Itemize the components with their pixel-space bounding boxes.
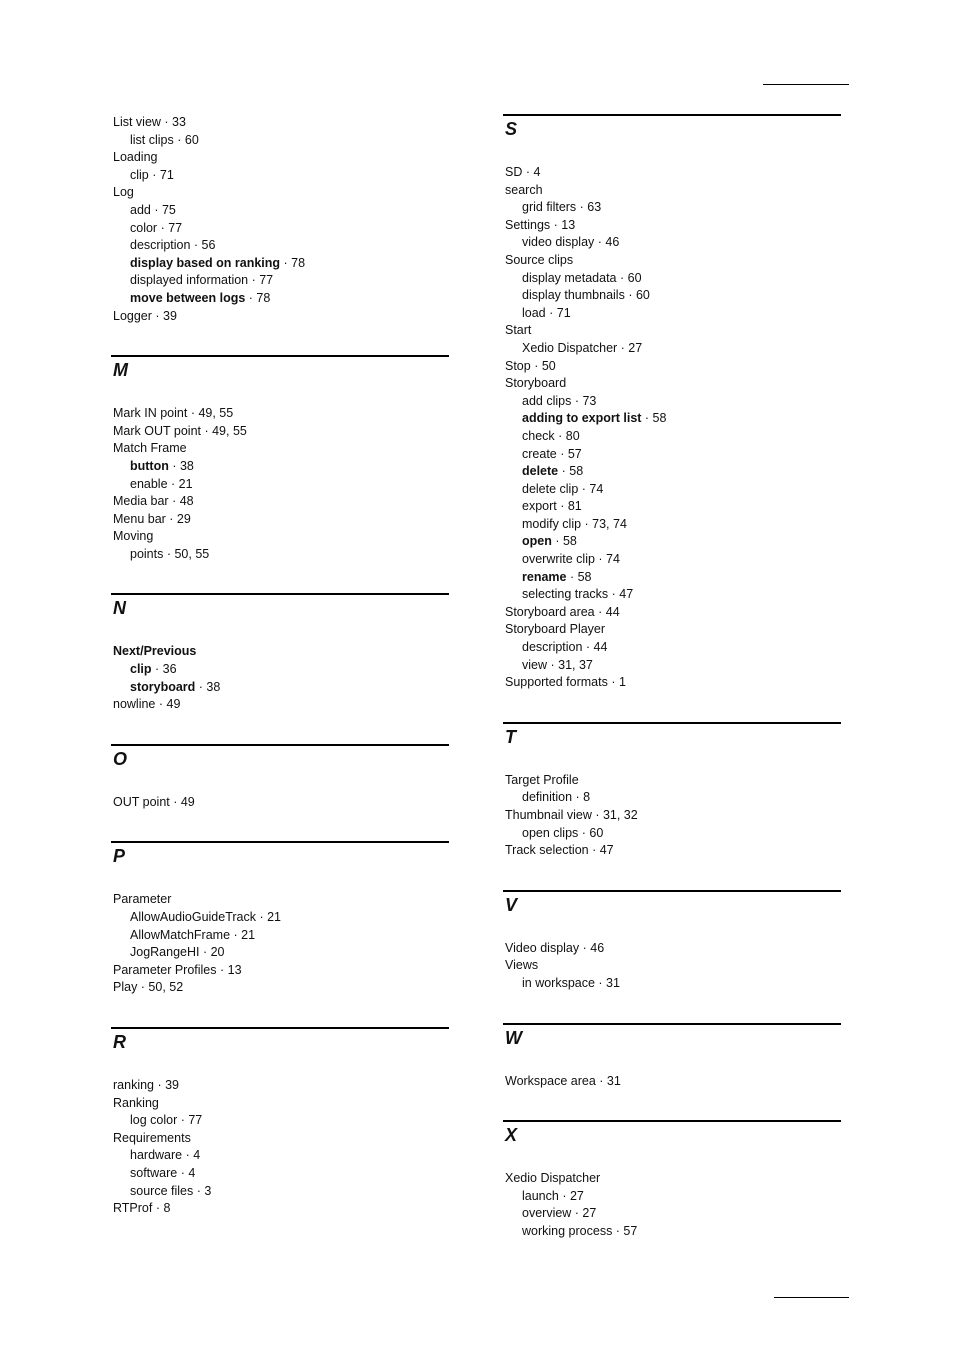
entry-term: points	[130, 546, 164, 561]
entry-term: add	[130, 202, 151, 217]
section-heading	[503, 114, 841, 156]
index-entry	[503, 322, 841, 340]
entry-pages: · 46	[594, 235, 620, 250]
entry-term: Thumbnail view	[505, 808, 592, 822]
entry-pages: · 49, 55	[201, 423, 247, 438]
section-letter: R	[113, 1032, 126, 1052]
index-entry	[111, 696, 449, 714]
index-subentry	[111, 167, 449, 185]
index-subentry	[503, 789, 841, 807]
entry-term: Mark OUT point	[113, 423, 201, 438]
index-entry	[503, 842, 841, 860]
entry-pages: · 31	[595, 1073, 621, 1088]
entry-term: Next/Previous	[113, 644, 197, 659]
entry-term: Mark IN point	[113, 406, 188, 421]
index-section-continued	[111, 114, 449, 325]
index-subentry	[111, 272, 449, 290]
section-letter: W	[505, 1027, 522, 1048]
entry-pages: · 81	[556, 499, 582, 514]
index-subentry	[503, 446, 841, 464]
index-subentry	[503, 498, 841, 516]
entry-term: storyboard	[130, 679, 196, 694]
entry-term: launch	[522, 1188, 559, 1203]
section-heading	[111, 593, 449, 635]
index-subentry	[111, 546, 449, 564]
entry-term: Play	[113, 980, 138, 995]
index-entry	[111, 308, 449, 326]
entry-term: Requirements	[113, 1130, 191, 1145]
entry-pages: · 57	[612, 1223, 638, 1238]
entry-term: JogRangeHI	[130, 945, 200, 960]
header-rule	[763, 84, 849, 85]
index-entry	[111, 1130, 449, 1148]
entry-pages: · 21	[167, 476, 193, 491]
index-entry	[503, 1073, 841, 1091]
entry-term: source files	[130, 1183, 194, 1198]
entry-term: Parameter Profiles	[113, 962, 217, 977]
index-subentry	[503, 569, 841, 587]
entry-term: Xedio Dispatcher	[522, 340, 618, 355]
index-section-t	[503, 722, 841, 860]
section-heading	[111, 1027, 449, 1069]
entry-term: overwrite clip	[522, 552, 595, 567]
entry-pages: · 13	[550, 217, 576, 232]
entry-term: Track selection	[505, 843, 589, 858]
entry-term: Loading	[113, 150, 158, 165]
index-subentry	[503, 270, 841, 288]
entry-pages: · 33	[160, 115, 186, 129]
entry-pages: · 60	[578, 825, 604, 840]
section-letter: M	[113, 360, 128, 381]
index-entry	[503, 604, 841, 622]
entry-term: in workspace	[522, 975, 595, 990]
entry-term: delete	[522, 464, 559, 479]
entry-pages: · 71	[148, 167, 174, 182]
index-subentry	[503, 657, 841, 675]
entry-term: grid filters	[522, 200, 577, 215]
section-letter: T	[505, 726, 516, 747]
entry-term: open clips	[522, 825, 579, 840]
index-subentry	[111, 255, 449, 273]
entry-pages: · 20	[199, 945, 225, 960]
index-section-o	[111, 744, 449, 812]
entry-term: display metadata	[522, 270, 617, 285]
index-subentry	[111, 290, 449, 308]
index-subentry	[503, 533, 841, 551]
index-subentry	[111, 237, 449, 255]
index-entry	[503, 252, 841, 270]
entry-term: adding to export list	[522, 411, 642, 426]
index-entry	[503, 807, 841, 825]
entry-pages: · 71	[545, 305, 571, 320]
section-heading	[503, 1023, 841, 1065]
index-subentry	[111, 458, 449, 476]
entry-term: Target Profile	[505, 772, 579, 787]
entry-pages: · 31, 32	[591, 808, 638, 822]
section-heading	[503, 722, 841, 764]
index-entry	[503, 772, 841, 790]
entry-pages: · 63	[576, 200, 602, 215]
index-subentry	[503, 234, 841, 252]
entry-pages: · 27	[617, 340, 643, 355]
index-subentry	[503, 199, 841, 217]
entry-term: Start	[505, 323, 532, 338]
entry-term: Storyboard area	[505, 604, 595, 619]
entry-term: view	[522, 657, 548, 672]
entry-term: load	[522, 305, 546, 320]
entry-pages: · 48	[168, 494, 194, 509]
index-subentry	[503, 1188, 841, 1206]
index-subentry	[111, 1147, 449, 1165]
entry-pages: · 39	[154, 1078, 180, 1092]
entry-term: Storyboard	[505, 376, 567, 391]
index-entry	[111, 979, 449, 997]
entry-pages: · 75	[150, 202, 176, 217]
index-subentry	[503, 287, 841, 305]
index-subentry	[503, 639, 841, 657]
index-section-s	[503, 114, 841, 692]
index-subentry	[503, 305, 841, 323]
entry-term: Logger	[113, 308, 152, 323]
entry-pages: · 29	[165, 511, 191, 526]
entry-pages: · 38	[195, 679, 221, 694]
entry-term: ranking	[113, 1078, 154, 1092]
index-entry	[503, 957, 841, 975]
section-heading	[111, 744, 449, 786]
index-entry	[503, 375, 841, 393]
index-section-x	[503, 1120, 841, 1240]
index-section-n	[111, 593, 449, 713]
index-subentry	[503, 393, 841, 411]
entry-pages: · 49	[155, 697, 181, 712]
entry-term: software	[130, 1165, 178, 1180]
index-entry	[111, 891, 449, 909]
index-subentry	[111, 909, 449, 927]
entry-pages: · 77	[157, 220, 183, 235]
entry-term: description	[522, 640, 583, 655]
entry-term: Ranking	[113, 1095, 159, 1110]
entry-term: Parameter	[113, 892, 172, 907]
entry-pages: · 4	[522, 165, 541, 179]
index-entry	[503, 621, 841, 639]
entry-pages: · 58	[551, 534, 577, 549]
entry-term: Moving	[113, 529, 154, 544]
entry-term: hardware	[130, 1148, 183, 1163]
section-letter: O	[113, 748, 128, 769]
index-subentry	[503, 1223, 841, 1241]
entry-term: Views	[505, 958, 539, 973]
section-letter: N	[113, 598, 126, 619]
entry-pages: · 21	[255, 910, 281, 925]
entry-pages: · 31, 37	[547, 657, 593, 672]
index-entry	[503, 1170, 841, 1188]
entry-term: Menu bar	[113, 511, 166, 526]
section-letter: V	[505, 894, 518, 915]
entry-pages: · 80	[554, 428, 580, 443]
entry-pages: · 1	[607, 675, 626, 690]
entry-pages: · 49, 55	[187, 406, 234, 421]
entry-pages: · 31	[594, 975, 620, 990]
entry-term: video display	[522, 235, 595, 250]
index-subentry	[111, 661, 449, 679]
index-entry	[111, 511, 449, 529]
index-column-left	[111, 114, 449, 1218]
entry-term: AllowMatchFrame	[130, 927, 231, 942]
entry-pages: · 36	[151, 662, 177, 677]
index-subentry	[503, 586, 841, 604]
entry-pages: · 47	[608, 587, 634, 602]
entry-pages: · 77	[248, 273, 274, 288]
entry-pages: · 60	[173, 132, 199, 147]
index-subentry	[503, 428, 841, 446]
section-letter: S	[505, 119, 518, 139]
entry-term: clip	[130, 167, 149, 182]
entry-term: Xedio Dispatcher	[505, 1171, 601, 1186]
entry-term: modify clip	[522, 516, 582, 531]
entry-pages: · 21	[230, 927, 256, 942]
entry-pages: · 4	[182, 1148, 201, 1163]
entry-term: description	[130, 238, 191, 253]
entry-pages: · 58	[566, 569, 592, 584]
index-subentry	[503, 825, 841, 843]
index-subentry	[503, 340, 841, 358]
footer-rule	[774, 1297, 849, 1298]
entry-pages: · 4	[177, 1165, 196, 1180]
entry-term: Supported formats	[505, 675, 608, 690]
entry-term: add clips	[522, 393, 572, 408]
index-subentry	[111, 1112, 449, 1130]
entry-pages: · 39	[151, 308, 177, 323]
index-entry	[503, 358, 841, 376]
index-entry	[111, 405, 449, 423]
entry-term: Media bar	[113, 494, 169, 509]
entry-pages: · 38	[168, 458, 194, 473]
section-heading	[503, 1120, 841, 1162]
index-subentry	[111, 944, 449, 962]
entry-pages: · 78	[280, 255, 306, 270]
entry-term: AllowAudioGuideTrack	[130, 910, 256, 925]
entry-pages: · 49	[169, 794, 195, 809]
entry-term: check	[522, 428, 555, 443]
entry-term: RTProf	[113, 1201, 153, 1216]
index-section-w	[503, 1023, 841, 1091]
index-entry	[111, 1200, 449, 1218]
section-heading	[111, 355, 449, 397]
entry-pages: · 13	[216, 962, 242, 977]
entry-pages: · 44	[594, 604, 620, 619]
index-entry	[111, 423, 449, 441]
entry-pages: · 47	[588, 843, 614, 858]
entry-term: Log	[113, 185, 134, 200]
index-subentry	[111, 476, 449, 494]
index-subentry	[111, 1165, 449, 1183]
index-entry	[503, 182, 841, 200]
section-heading	[111, 841, 449, 883]
index-section-p	[111, 841, 449, 997]
entry-term: definition	[522, 790, 573, 805]
index-subentry	[503, 410, 841, 428]
entry-pages: · 50	[530, 358, 556, 373]
entry-pages: · 27	[558, 1188, 584, 1203]
index-entry	[503, 217, 841, 235]
index-subentry	[111, 202, 449, 220]
entry-pages: · 3	[193, 1183, 212, 1198]
index-entry	[111, 1095, 449, 1113]
index-entry	[111, 794, 449, 812]
entry-term: enable	[130, 476, 168, 491]
entry-pages: · 58	[641, 411, 667, 426]
index-subentry	[503, 481, 841, 499]
index-entry	[503, 674, 841, 692]
entry-term: selecting tracks	[522, 587, 609, 602]
entry-term: list clips	[130, 132, 174, 147]
entry-pages: · 60	[624, 288, 650, 303]
entry-pages: · 73, 74	[581, 516, 627, 531]
entry-term: overview	[522, 1206, 572, 1221]
entry-term: create	[522, 446, 557, 461]
index-entry	[111, 184, 449, 202]
index-subentry	[111, 1183, 449, 1201]
index-subentry	[111, 132, 449, 150]
entry-term: Settings	[505, 217, 551, 232]
index-subentry	[111, 679, 449, 697]
entry-term: displayed information	[130, 273, 249, 288]
index-subentry	[503, 551, 841, 569]
entry-term: Source clips	[505, 252, 574, 267]
entry-pages: · 27	[571, 1206, 597, 1221]
entry-pages: · 8	[572, 790, 591, 805]
entry-term: button	[130, 458, 169, 473]
index-section-r	[111, 1027, 449, 1218]
entry-term: Match Frame	[113, 441, 187, 456]
index-entry	[503, 940, 841, 958]
index-entry	[111, 440, 449, 458]
entry-term: display thumbnails	[522, 288, 625, 303]
index-section-m	[111, 355, 449, 563]
entry-term: Storyboard Player	[505, 622, 606, 637]
entry-term: List view	[113, 115, 161, 129]
entry-pages: · 46	[579, 940, 605, 955]
entry-term: delete clip	[522, 481, 579, 496]
index-entry	[111, 528, 449, 546]
entry-term: clip	[130, 662, 152, 677]
entry-pages: · 58	[558, 464, 584, 479]
entry-pages: · 73	[571, 393, 597, 408]
index-subentry	[503, 516, 841, 534]
entry-term: rename	[522, 569, 567, 584]
entry-pages: · 8	[152, 1201, 171, 1216]
entry-pages: · 74	[594, 552, 620, 567]
entry-term: nowline	[113, 697, 156, 712]
entry-pages: · 50, 55	[163, 546, 210, 561]
index-entry	[111, 114, 449, 132]
index-subentry	[111, 927, 449, 945]
section-letter: P	[113, 846, 126, 867]
index-column-right	[503, 114, 841, 1241]
entry-term: move between logs	[130, 290, 246, 305]
entry-pages: · 50, 52	[137, 980, 184, 995]
entry-term: log color	[130, 1113, 178, 1128]
index-entry	[111, 149, 449, 167]
entry-pages: · 60	[616, 270, 642, 285]
entry-term: OUT point	[113, 794, 170, 809]
index-section-v	[503, 890, 841, 993]
index-entry	[111, 493, 449, 511]
section-heading	[503, 890, 841, 932]
entry-term: Stop	[505, 358, 531, 373]
entry-pages: · 77	[177, 1113, 203, 1128]
entry-pages: · 44	[582, 640, 608, 655]
entry-term: Video display	[505, 940, 580, 955]
index-subentry	[503, 1205, 841, 1223]
index-subentry	[503, 975, 841, 993]
entry-pages: · 57	[556, 446, 582, 461]
index-entry	[503, 164, 841, 182]
index-subentry	[503, 463, 841, 481]
entry-term: search	[505, 182, 543, 197]
entry-term: SD	[505, 165, 523, 179]
entry-pages: · 78	[245, 290, 271, 305]
section-letter: X	[505, 1125, 518, 1146]
index-entry	[111, 643, 449, 661]
entry-term: open	[522, 534, 552, 549]
index-entry	[111, 1077, 449, 1095]
entry-pages: · 56	[190, 238, 216, 253]
index-entry	[111, 962, 449, 980]
entry-term: Workspace area	[505, 1073, 596, 1088]
entry-term: export	[522, 499, 557, 514]
entry-pages: · 74	[578, 481, 604, 496]
entry-term: working process	[522, 1223, 613, 1238]
entry-term: display based on ranking	[130, 255, 281, 270]
entry-term: color	[130, 220, 158, 235]
index-subentry	[111, 220, 449, 238]
